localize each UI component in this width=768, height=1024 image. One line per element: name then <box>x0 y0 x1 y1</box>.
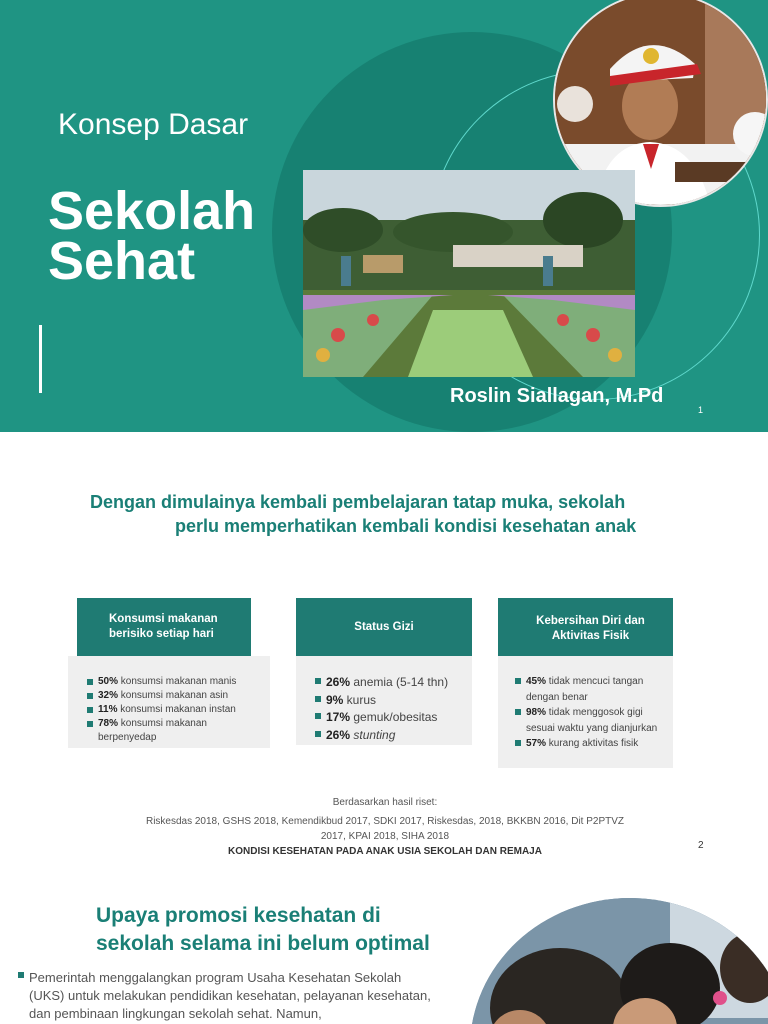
slide-title <box>48 181 308 291</box>
heading-line-1: Dengan dimulainya kembali pembelajaran tatap muka, sekolah <box>90 492 626 512</box>
list-item: 9% kurus <box>314 692 466 710</box>
heading-line-2: perlu memperhatikan kembali kondisi kesehatan anak <box>175 516 637 536</box>
school-yard-photo <box>303 170 635 377</box>
slide-subtitle: Konsep Dasar <box>58 108 249 141</box>
heading-line-2: sekolah selama ini belum optimal <box>96 932 430 955</box>
title-line-1: Sekolah <box>48 181 256 241</box>
source-line-1: Riskesdas 2018, GSHS 2018, Kemendikbud 2017, SDKI 2017, Riskesdas, 2018, BKKBN 2016, Dit P2PTVZ <box>145 816 625 827</box>
heading-line-1: Upaya promosi kesehatan di <box>96 904 381 927</box>
nutrition-stats-list <box>314 674 466 744</box>
hygiene-stats-list <box>514 674 667 752</box>
bullet-paragraph <box>18 969 438 1023</box>
box-body-hygiene <box>498 656 673 768</box>
list-item: 32% konsumsi makanan asin <box>86 689 264 703</box>
accent-bar <box>39 325 42 393</box>
list-item: 78% konsumsi makanan berpenyedap <box>86 717 264 745</box>
list-item: 17% gemuk/obesitas <box>314 709 466 727</box>
box-body-food <box>68 656 270 748</box>
page-number: 2 <box>698 840 704 851</box>
source-line-2: 2017, KPAI 2018, SIHA 2018 <box>320 831 450 842</box>
slide-1-title <box>0 0 768 432</box>
list-item: 50% konsumsi makanan manis <box>86 675 264 689</box>
source-citation <box>110 795 660 859</box>
list-item: 26% anemia (5-14 thn) <box>314 674 466 692</box>
slide-heading <box>70 490 710 538</box>
children-photo <box>470 898 768 1024</box>
list-item: 45% tidak mencuci tangan dengan benar <box>514 674 667 705</box>
source-intro: Berdasarkan hasil riset: <box>332 797 438 808</box>
list-item: 57% kurang aktivitas fisik <box>514 736 667 752</box>
slide-3-health-promotion <box>0 868 768 1024</box>
bullet-text: Pemerintah menggalangkan program Usaha Kesehatan Sekolah (UKS) untuk melakukan pendidikan kesehatan, pelayanan kesehatan, dan pembinaan lingkungan sekolah sehat. Namun, <box>29 970 431 1021</box>
box-header-food: Konsumsi makanan berisiko setiap hari <box>77 598 251 656</box>
slide-heading <box>96 902 430 958</box>
box-header-nutrition: Status Gizi <box>296 598 472 656</box>
page-number: 1 <box>698 405 704 415</box>
author-name: Roslin Siallagan, M.Pd <box>450 385 664 407</box>
list-item: 98% tidak menggosok gigi sesuai waktu yang dianjurkan <box>514 705 667 736</box>
title-line-2: Sehat <box>48 231 196 291</box>
slide-2-health-condition <box>0 432 768 868</box>
list-item: 26% stunting <box>314 727 466 745</box>
food-stats-list <box>86 675 264 745</box>
box-header-hygiene: Kebersihan Diri dan Aktivitas Fisik <box>498 598 673 656</box>
source-caption: KONDISI KESEHATAN PADA ANAK USIA SEKOLAH DAN REMAJA <box>228 846 542 857</box>
box-body-nutrition <box>296 656 472 745</box>
list-item: 11% konsumsi makanan instan <box>86 703 264 717</box>
